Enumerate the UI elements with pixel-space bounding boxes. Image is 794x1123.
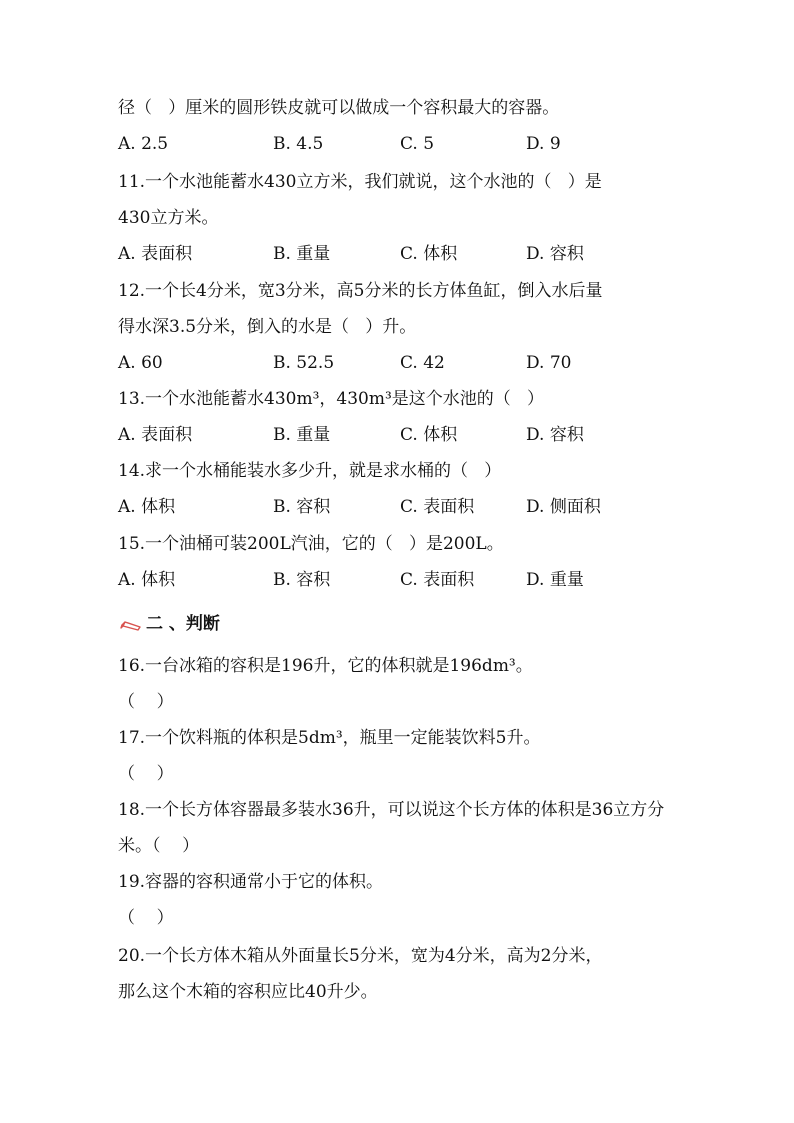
question-12-line-1: 12.一个长4分米，宽3分米，高5分米的长方体鱼缸，倒入水后量 [118, 281, 603, 301]
question-15: 15.一个油桶可装200L汽油，它的（ ）是200L。 [118, 534, 504, 554]
question-14-options [118, 495, 718, 519]
option-d: D. 重量 [526, 570, 584, 590]
question-12-line-2: 得水深3.5分米，倒入的水是（ ）升。 [118, 317, 417, 337]
option-d: D. 9 [526, 134, 561, 154]
option-d: D. 70 [526, 353, 572, 373]
question-17-answer-blank: （ ） [118, 764, 174, 784]
question-15-options [118, 568, 718, 592]
question-11-line-2: 430立方米。 [118, 208, 219, 228]
option-b: B. 52.5 [273, 353, 335, 373]
question-18-line-2: 米。（ ） [118, 836, 200, 856]
question-10-options [118, 132, 718, 156]
question-20-line-1: 20.一个长方体木箱从外面量长5分米，宽为4分米，高为2分米， [118, 946, 603, 966]
option-c: C. 表面积 [400, 570, 475, 590]
question-17: 17.一个饮料瓶的体积是5dm³，瓶里一定能装饮料5升。 [118, 728, 541, 748]
option-a: A. 60 [118, 353, 163, 373]
question-11-options [118, 242, 718, 266]
option-c: C. 体积 [400, 244, 458, 264]
question-13: 13.一个水池能蓄水430m³，430m³是这个水池的（ ） [118, 389, 545, 409]
option-b: B. 重量 [273, 244, 331, 264]
question-16: 16.一台冰箱的容积是196升，它的体积就是196dm³。 [118, 656, 533, 676]
option-a: A. 表面积 [118, 244, 193, 264]
option-c: C. 体积 [400, 425, 458, 445]
question-18-line-1: 18.一个长方体容器最多装水36升，可以说这个长方体的体积是36立方分 [118, 800, 665, 820]
option-c: C. 5 [400, 134, 435, 154]
option-d: D. 容积 [526, 244, 584, 264]
option-c: C. 42 [400, 353, 445, 373]
question-10-continuation: 径（ ）厘米的圆形铁皮就可以做成一个容积最大的容器。 [118, 98, 560, 118]
option-d: D. 容积 [526, 425, 584, 445]
question-11-line-1: 11.一个水池能蓄水430立方米，我们就说，这个水池的（ ）是 [118, 172, 602, 192]
pencil-icon [120, 616, 144, 632]
option-b: B. 4.5 [273, 134, 324, 154]
option-d: D. 侧面积 [526, 497, 601, 517]
question-14: 14.求一个水桶能装水多少升，就是求水桶的（ ） [118, 461, 502, 481]
section-heading [120, 611, 220, 637]
option-b: B. 容积 [273, 497, 331, 517]
question-19-answer-blank: （ ） [118, 908, 174, 928]
option-b: B. 容积 [273, 570, 331, 590]
option-a: A. 体积 [118, 570, 176, 590]
option-c: C. 表面积 [400, 497, 475, 517]
question-12-options [118, 351, 718, 375]
option-a: A. 体积 [118, 497, 176, 517]
option-b: B. 重量 [273, 425, 331, 445]
option-a: A. 2.5 [118, 134, 169, 154]
question-20-line-2: 那么这个木箱的容积应比40升少。 [118, 982, 378, 1002]
question-16-answer-blank: （ ） [118, 692, 174, 712]
question-19: 19.容器的容积通常小于它的体积。 [118, 872, 384, 892]
question-13-options [118, 423, 718, 447]
option-a: A. 表面积 [118, 425, 193, 445]
section-title: 二 、判断 [146, 614, 220, 634]
